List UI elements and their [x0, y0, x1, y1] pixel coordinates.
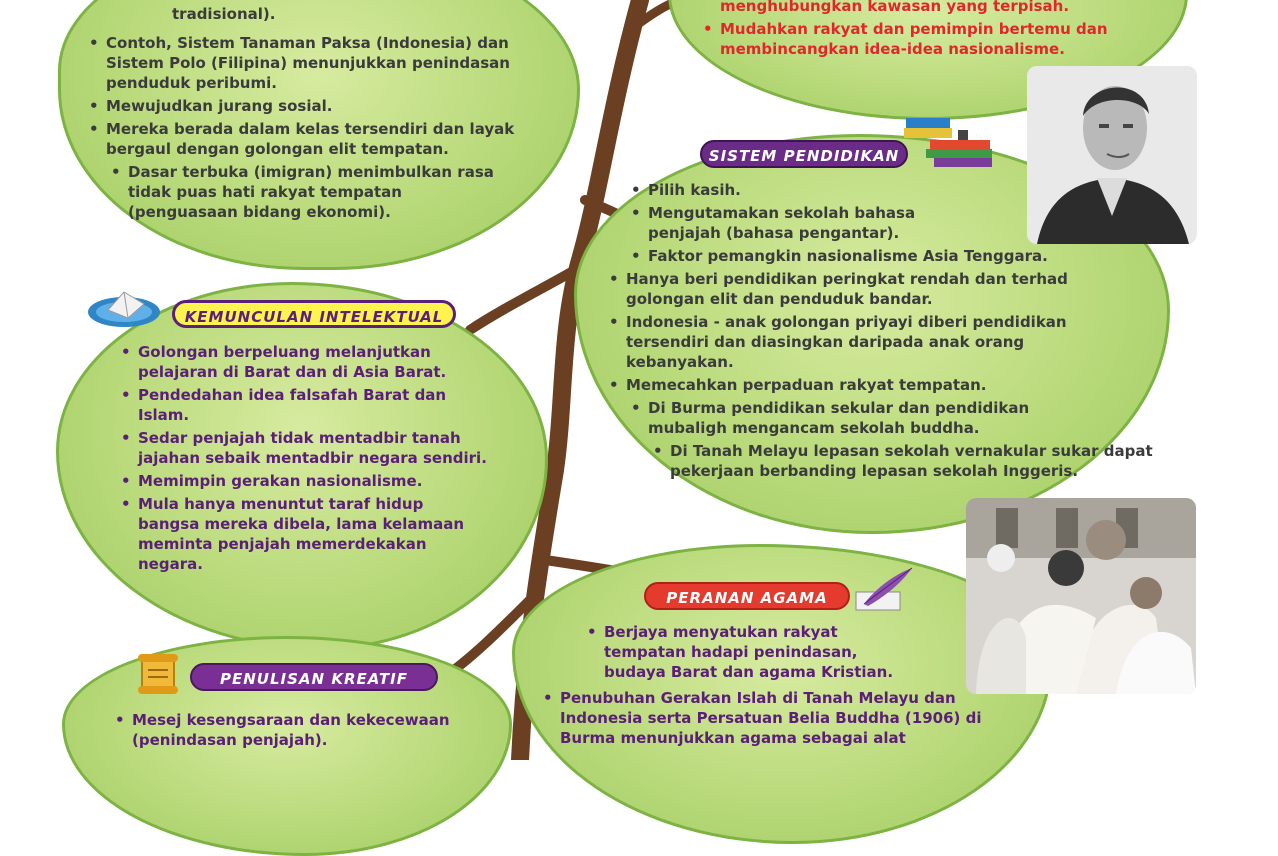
top-left-item-4: • Dasar terbuka (imigran) menimbulkan rasa tidak puas hati rakyat tempatan (penguasaan bidang ekonomi).: [108, 162, 508, 222]
pendidikan-item-7: • Di Tanah Melayu lepasan sekolah vernakular sukar dapat pekerjaan berbanding lepasan sekolah Inggeris.: [650, 441, 1160, 481]
quill-icon: [852, 566, 914, 614]
pendidikan-item-4: • Indonesia - anak golongan priyayi diberi pendidikan tersendiri dan diasingkan daripada anak orang kebanyakan.: [606, 312, 1116, 372]
pendidikan-item-2: • Faktor pemangkin nasionalisme Asia Tenggara.: [628, 246, 1156, 266]
intelektual-item-3: • Memimpin gerakan nasionalisme.: [118, 471, 523, 491]
top-left-list: [86, 4, 541, 225]
intelektual-list: [118, 342, 523, 577]
top-left-item-3: • Mereka berada dalam kelas tersendiri dan layak bergaul dengan golongan elit tempatan.: [86, 119, 541, 159]
pendidikan-item-1: • Mengutamakan sekolah bahasa penjajah (bahasa pengantar).: [628, 203, 968, 243]
top-right-list: [700, 0, 1160, 62]
agama-title: PERANAN AGAMA: [644, 582, 850, 610]
top-left-item-0: tradisional).: [172, 5, 276, 23]
books-icon: [900, 116, 1000, 174]
top-left-item-2: • Mewujudkan jurang sosial.: [86, 96, 541, 116]
kreatif-item-0: • Mesej kesengsaraan dan kekecewaan (penindasan penjajah).: [112, 710, 482, 750]
pendidikan-item-3: • Hanya beri pendidikan peringkat rendah dan terhad golongan elit dan penduduk bandar.: [606, 269, 1146, 309]
pendidikan-title: SISTEM PENDIDIKAN: [700, 140, 908, 168]
globe-book-icon: [86, 282, 162, 330]
pendidikan-list: [606, 180, 1156, 484]
agama-item-1: • Penubuhan Gerakan Islah di Tanah Melayu dan Indonesia serta Persatuan Belia Buddha (1906) di Burma menunjukkan agama sebagai alat: [540, 688, 1040, 748]
pendidikan-item-5: • Memecahkan perpaduan rakyat tempatan.: [606, 375, 1156, 395]
intelektual-item-1: • Pendedahan idea falsafah Barat dan Islam.: [118, 385, 458, 425]
pendidikan-item-0: • Pilih kasih.: [628, 180, 1156, 200]
top-right-item-1: • Mudahkan rakyat dan pemimpin bertemu dan membincangkan idea-idea nasionalisme.: [700, 19, 1160, 59]
kreatif-title: PENULISAN KREATIF: [190, 663, 438, 691]
intelektual-item-4: • Mula hanya menuntut taraf hidup bangsa mereka dibela, lama kelamaan meminta penjajah memerdekakan negara.: [118, 494, 483, 574]
top-right-item-0: menghubungkan kawasan yang terpisah.: [720, 0, 1070, 15]
top-left-item-1: • Contoh, Sistem Tanaman Paksa (Indonesia) dan Sistem Polo (Filipina) menunjukkan penindasan penduduk peribumi.: [86, 33, 541, 93]
intelektual-title: KEMUNCULAN INTELEKTUAL: [172, 300, 456, 328]
agama-list: [540, 622, 1040, 751]
kreatif-list: [112, 710, 492, 753]
pendidikan-item-6: • Di Burma pendidikan sekular dan pendidikan mubaligh mengancam sekolah buddha.: [628, 398, 1098, 438]
agama-item-0: • Berjaya menyatukan rakyat tempatan hadapi penindasan, budaya Barat dan agama Kristian.: [584, 622, 904, 682]
intelektual-item-0: • Golongan berpeluang melanjutkan pelajaran di Barat dan di Asia Barat.: [118, 342, 458, 382]
intelektual-item-2: • Sedar penjajah tidak mentadbir tanah jajahan sebaik mentadbir negara sendiri.: [118, 428, 523, 468]
scroll-icon: [134, 650, 182, 696]
